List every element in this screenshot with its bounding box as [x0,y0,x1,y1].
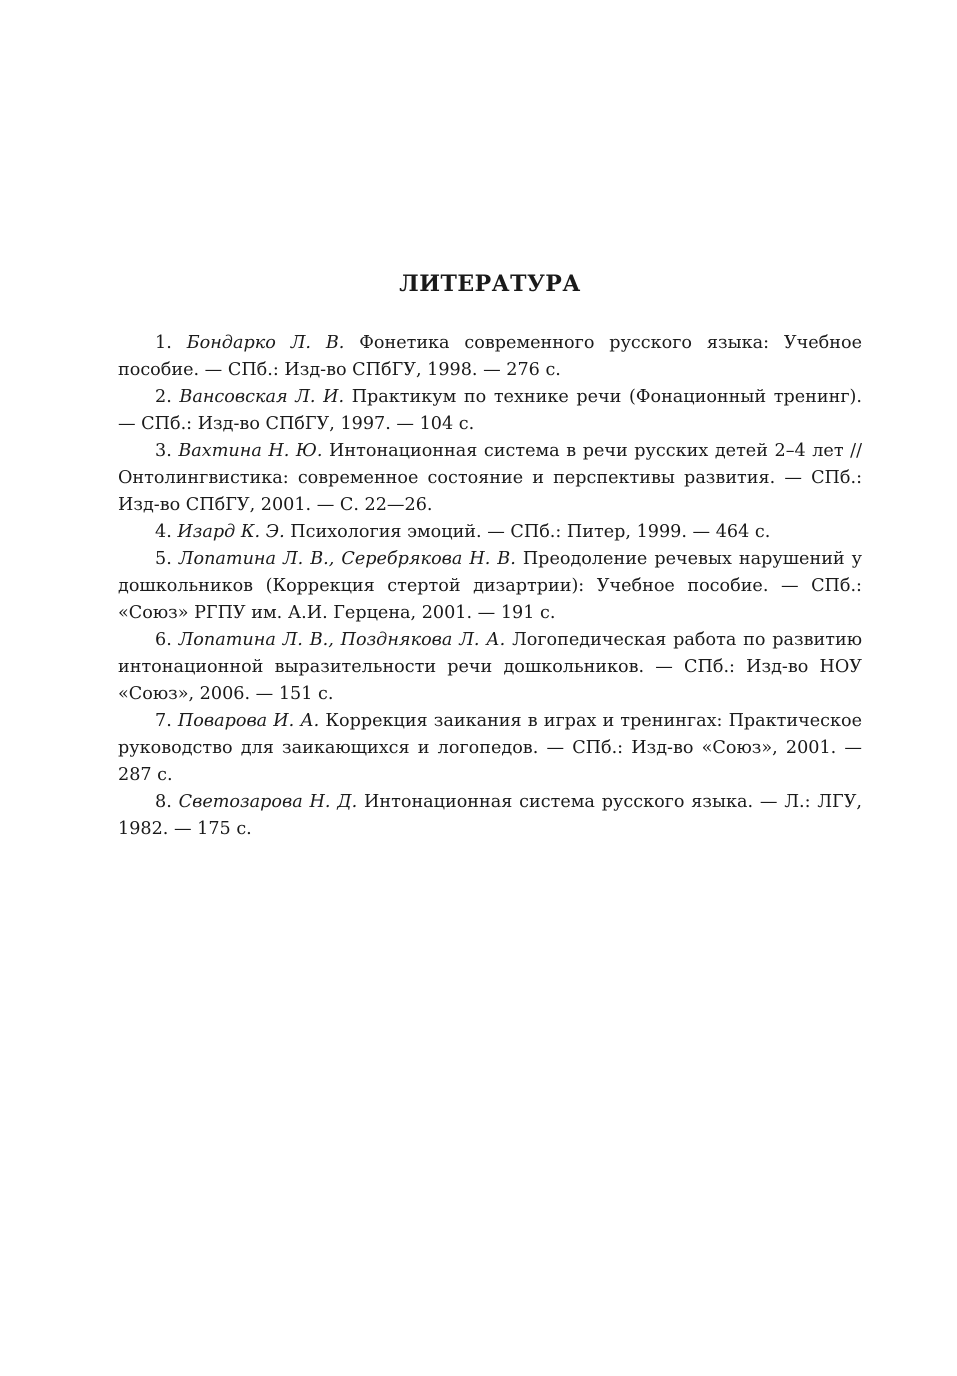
reference-item [118,627,862,708]
reference-author: Изард К. Э. [177,522,285,542]
reference-number: 2. [155,387,172,407]
reference-list [118,330,862,843]
reference-text: Логопедическая работа по развитию интонационной выразительности речи дошкольников. — СПб.: Изд-во НОУ «Союз», 2006. — 151 с. [118,630,863,704]
reference-text: Практикум по технике речи (Фонационный тренинг). — СПб.: Изд-во СПбГУ, 1997. — 104 с. [118,387,862,434]
reference-number: 8. [155,792,172,812]
reference-number: 1. [155,333,172,353]
reference-item [118,789,862,843]
reference-item [118,708,862,789]
reference-number: 4. [155,522,172,542]
page-title: ЛИТЕРАТУРА [399,271,581,297]
reference-author: Лопатина Л. В., Позднякова Л. А. [178,630,506,650]
reference-text: Фонетика современного русского языка: Учебное пособие. — СПб.: Изд-во СПбГУ, 1998. — 276 с. [118,333,862,380]
reference-author: Светозарова Н. Д. [178,792,358,812]
reference-item [118,330,862,384]
reference-number: 5. [155,549,172,569]
reference-author: Поварова И. А. [177,711,320,731]
reference-item [118,384,862,438]
reference-number: 3. [155,441,172,461]
reference-text: Психология эмоций. — СПб.: Питер, 1999. — 464 с. [290,522,771,542]
reference-item [118,438,862,519]
reference-number: 7. [155,711,172,731]
reference-text: Интонационная система русского языка. — Л.: ЛГУ, 1982. — 175 с. [118,792,863,839]
reference-number: 6. [155,630,172,650]
reference-author: Вахтина Н. Ю. [178,441,323,461]
reference-author: Бондарко Л. В. [186,333,345,353]
bibliography-page [118,268,862,843]
reference-item [118,519,862,546]
reference-text: Коррекция заикания в играх и тренингах: Практическое руководство для заикающихся и логопедов. — СПб.: Изд-во «Союз», 2001. — 287 с. [118,711,863,785]
reference-item [118,546,862,627]
reference-text: Интонационная система в речи русских детей 2–4 лет // Онтолингвистика: современное состояние и перспективы развития. — СПб.: Изд-во СПбГУ, 2001. — С. 22—26. [118,441,862,515]
reference-text: Преодоление речевых нарушений у дошкольников (Коррекция стертой дизартрии): Учебное пособие. — СПб.: «Союз» РГПУ им. А.И. Герцена, 2001. — 191 с. [118,549,862,623]
reference-author: Вансовская Л. И. [179,387,345,407]
reference-author: Лопатина Л. В., Серебрякова Н. В. [178,549,516,569]
